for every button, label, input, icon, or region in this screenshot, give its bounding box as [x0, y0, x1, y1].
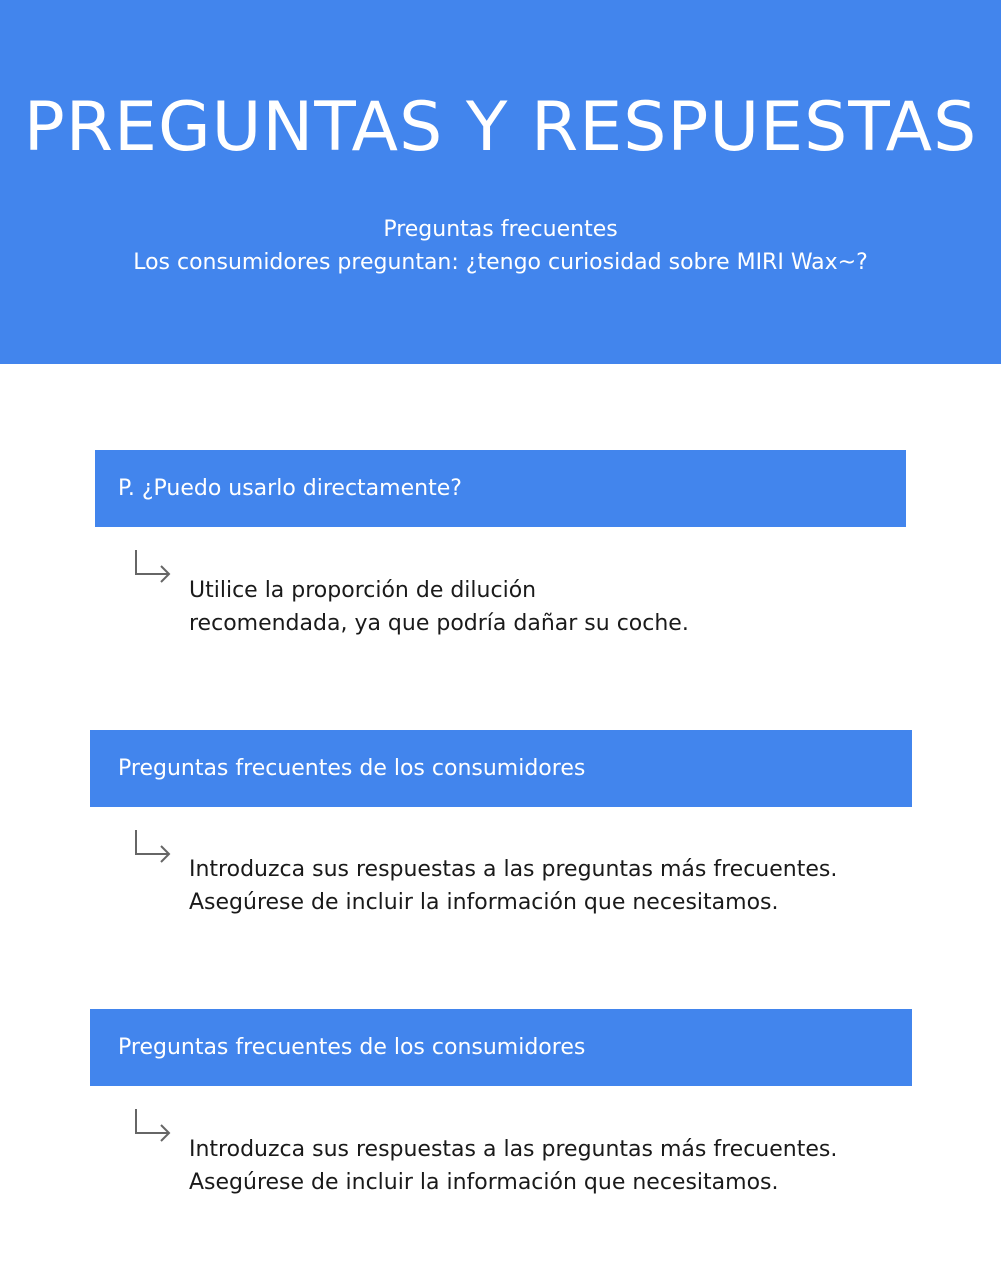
arrow-down-right-icon: [133, 1107, 173, 1147]
subtitle-line-1: Preguntas frecuentes: [383, 217, 618, 242]
answer-line: Asegúrese de incluir la información que necesitamos.: [189, 1170, 779, 1195]
arrow-down-right-icon: [133, 548, 173, 588]
faq-answer-2: [189, 853, 909, 919]
answer-line: Introduzca sus respuestas a las preguntas más frecuentes.: [189, 1137, 838, 1162]
answer-line: recomendada, ya que podría dañar su coche.: [189, 611, 689, 636]
faq-question-bar-2: Preguntas frecuentes de los consumidores: [90, 730, 912, 807]
header-banner: [0, 0, 1001, 364]
faq-question-bar-3: Preguntas frecuentes de los consumidores: [90, 1009, 912, 1086]
faq-question-bar-1: P. ¿Puedo usarlo directamente?: [95, 450, 906, 527]
faq-answer-3: [189, 1133, 909, 1199]
answer-line: Introduzca sus respuestas a las preguntas más frecuentes.: [189, 857, 838, 882]
subtitle-line-2: Los consumidores preguntan: ¿tengo curiosidad sobre MIRI Wax~?: [133, 250, 868, 275]
answer-line: Utilice la proporción de dilución: [189, 578, 537, 603]
answer-line: Asegúrese de incluir la información que necesitamos.: [189, 890, 779, 915]
page-title: PREGUNTAS Y RESPUESTAS: [23, 88, 978, 167]
arrow-down-right-icon: [133, 828, 173, 868]
page-subtitle: [0, 213, 1001, 279]
faq-answer-1: [189, 574, 909, 640]
